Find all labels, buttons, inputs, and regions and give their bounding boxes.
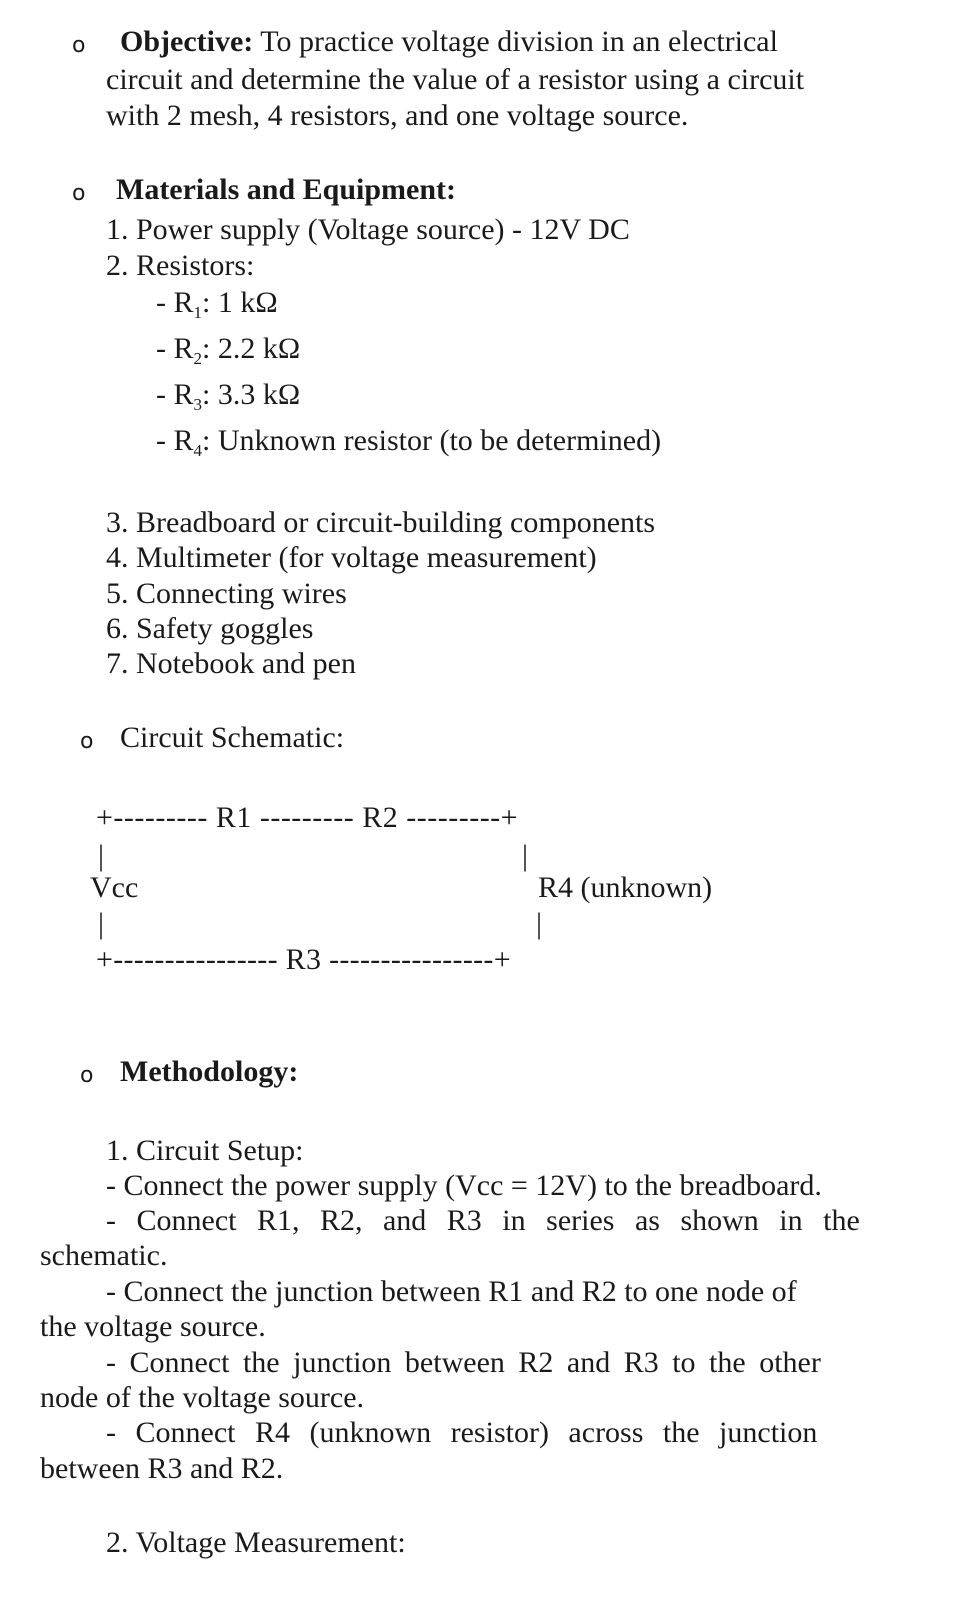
schematic-heading: Circuit Schematic:: [120, 721, 345, 754]
step1-line-2-text: - Connect R1, R2, and R3 in series as shown in the: [106, 1204, 860, 1237]
objective-line-3: with 2 mesh, 4 resistors, and one voltage source.: [106, 99, 689, 132]
step2-title: 2. Voltage Measurement:: [106, 1526, 406, 1559]
resistor-r1: - $R_1$: 1 kΩ: [156, 286, 278, 322]
objective-line-1: [120, 24, 778, 59]
materials-item-4: 4. Multimeter (for voltage measurement): [106, 541, 597, 574]
objective-bullet: o: [72, 33, 86, 58]
materials-item-3: 3. Breadboard or circuit-building components: [106, 506, 656, 539]
schematic-bottom-line: +---------------- R3 ----------------+: [96, 943, 511, 976]
materials-item-7: 7. Notebook and pen: [106, 647, 356, 680]
resistor-r2: - $R_2$: 2.2 kΩ: [156, 332, 301, 368]
materials-item-5: 5. Connecting wires: [106, 577, 347, 610]
resistor-r4: - $R_4$: Unknown resistor (to be determined): [156, 424, 662, 460]
materials-bullet: o: [72, 181, 86, 206]
step1-line-5: the voltage source.: [40, 1310, 266, 1343]
step1-line-1: - Connect the power supply (Vcc = 12V) to the breadboard.: [106, 1169, 822, 1202]
step1-line-4: - Connect the junction between R1 and R2 to one node of: [106, 1275, 797, 1308]
step1-line-7: node of the voltage source.: [40, 1381, 365, 1414]
materials-item-6: 6. Safety goggles: [106, 612, 314, 645]
objective-heading: Objective:: [120, 25, 254, 58]
schematic-top-line: +--------- R1 --------- R2 ---------+: [96, 801, 519, 834]
materials-item-2: 2. Resistors:: [106, 249, 255, 282]
methodology-heading: Methodology:: [120, 1055, 299, 1088]
step1-line-6: - Connect the junction between R2 and R3 to the other: [106, 1346, 821, 1379]
schematic-right-bar-bottom: |: [536, 907, 543, 940]
resistor-r3: - $R_3$: 3.3 kΩ: [156, 378, 301, 414]
schematic-left-bar-top: |: [98, 839, 105, 872]
objective-line-2: circuit and determine the value of a resistor using a circuit: [106, 63, 805, 96]
step1-line-9: between R3 and R2.: [40, 1452, 284, 1485]
schematic-r4: R4 (unknown): [538, 871, 713, 904]
methodology-bullet: o: [80, 1063, 94, 1088]
schematic-bullet: o: [80, 729, 94, 754]
step1-line-3: schematic.: [40, 1239, 168, 1272]
step1-title: 1. Circuit Setup:: [106, 1134, 304, 1167]
materials-heading: Materials and Equipment:: [116, 173, 457, 206]
step1-line-2: [106, 1203, 862, 1238]
schematic-left-bar-bottom: |: [98, 907, 105, 940]
schematic-vcc: Vcc: [90, 871, 139, 904]
materials-item-1: 1. Power supply (Voltage source) - 12V DC: [106, 213, 630, 246]
step1-line-8: - Connect R4 (unknown resistor) across the junction: [106, 1416, 818, 1449]
schematic-right-bar-top: |: [522, 839, 529, 872]
objective-text-1: To practice voltage division in an electrical: [260, 25, 778, 58]
